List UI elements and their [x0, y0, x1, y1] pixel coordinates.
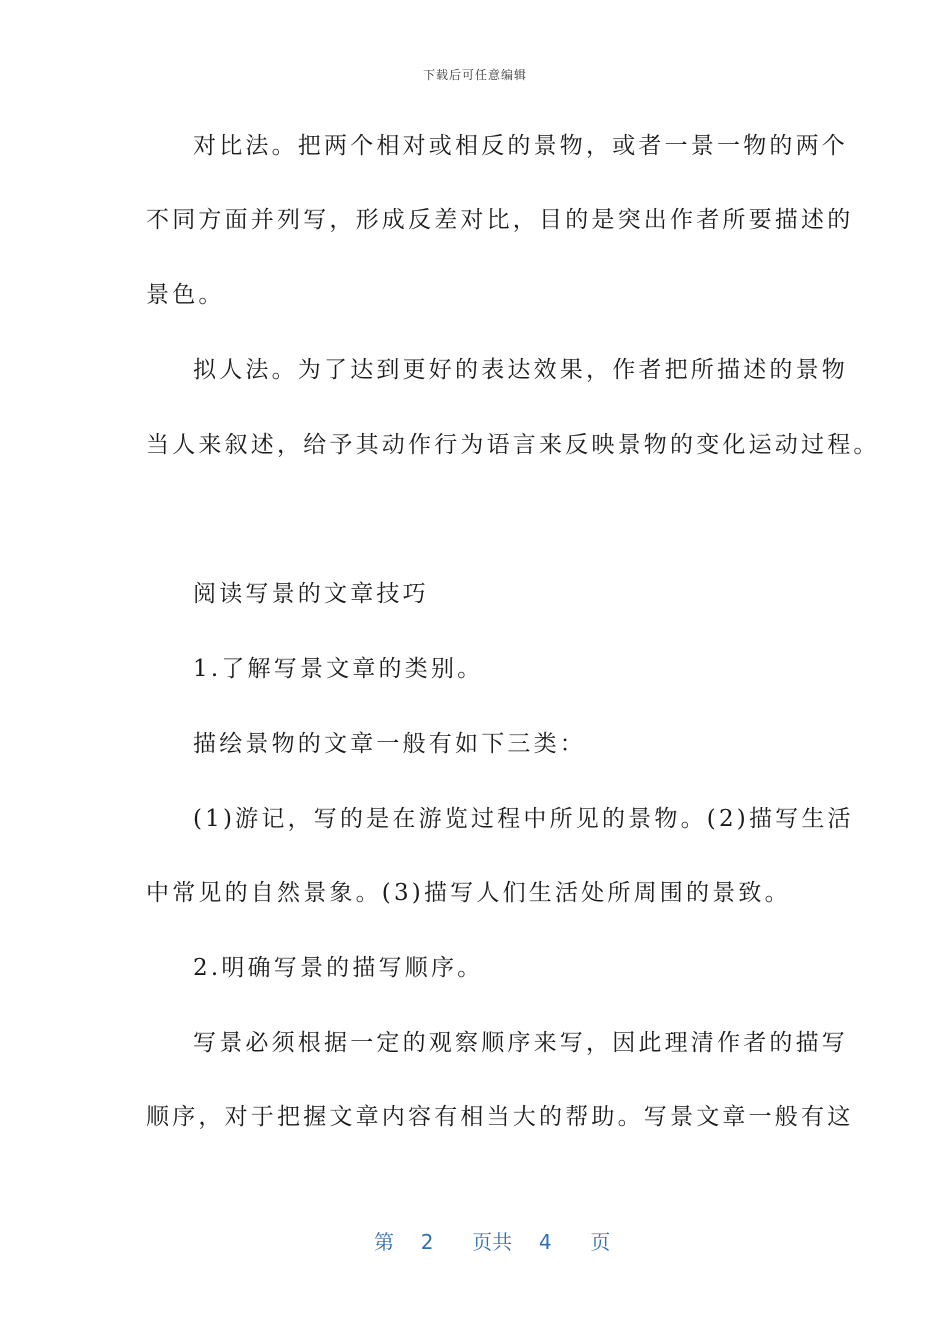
- paragraph-line: 描绘景物的文章一般有如下三类：: [193, 731, 586, 757]
- section-heading: 阅读写景的文章技巧: [193, 581, 429, 607]
- footer-prefix: 第: [374, 1230, 394, 1254]
- paragraph-line: 拟人法。为了达到更好的表达效果，作者把所描述的景物: [193, 357, 848, 383]
- paragraph-line: 对比法。把两个相对或相反的景物，或者一景一物的两个: [193, 133, 848, 159]
- paragraph-line: 当人来叙述，给予其动作行为语言来反映景物的变化运动过程。: [146, 432, 880, 458]
- page-footer: [374, 1226, 610, 1255]
- paragraph-line: 不同方面并列写，形成反差对比，目的是突出作者所要描述的: [146, 207, 854, 233]
- paragraph-line: 2.明确写景的描写顺序。: [193, 955, 484, 981]
- footer-middle: 页共: [472, 1230, 513, 1254]
- footer-page-number: 2: [420, 1230, 434, 1254]
- footer-suffix: 页: [590, 1230, 611, 1254]
- paragraph-line: 写景必须根据一定的观察顺序来写，因此理清作者的描写: [193, 1030, 848, 1056]
- footer-total-pages: 4: [538, 1230, 552, 1254]
- paragraph-line: 景色。: [146, 282, 225, 308]
- paragraph-line: (1)游记，写的是在游览过程中所见的景物。(2)描写生活: [193, 806, 854, 832]
- page-header-note: 下载后可任意编辑: [422, 68, 527, 82]
- paragraph-line: 1.了解写景文章的类别。: [193, 656, 484, 682]
- paragraph-line: 中常见的自然景象。(3)描写人们生活处所周围的景致。: [146, 880, 791, 906]
- paragraph-line: 顺序，对于把握文章内容有相当大的帮助。写景文章一般有这: [146, 1104, 854, 1130]
